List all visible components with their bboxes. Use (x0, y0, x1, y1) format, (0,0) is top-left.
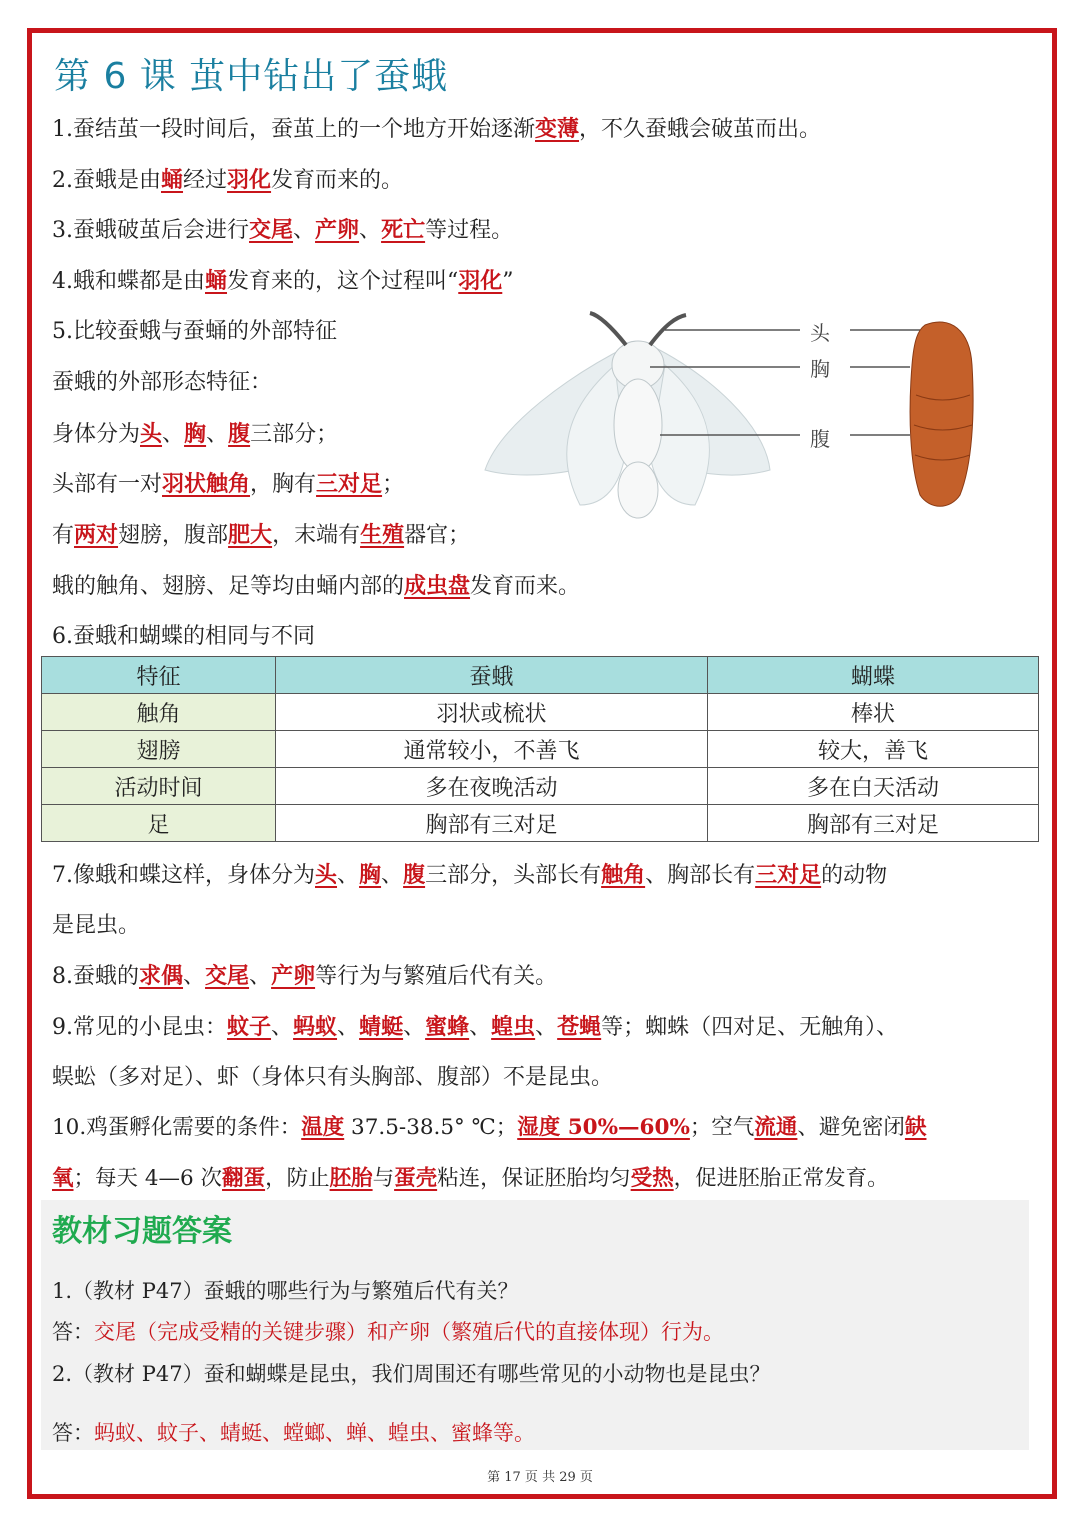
table-header: 蝴蝶 (708, 657, 1039, 694)
keyword: 蛹 (161, 167, 184, 193)
point-5-body: 身体分为头、胸、腹三部分； (52, 421, 339, 447)
comparison-table (41, 656, 1039, 842)
keyword: 求偶 (139, 963, 184, 989)
table-cell: 足 (42, 805, 276, 842)
keyword: 羽化 (458, 268, 503, 294)
keyword: 产卵 (271, 963, 316, 989)
label-abdomen: 腹 (810, 427, 830, 451)
label-chest: 胸 (810, 357, 830, 381)
keyword: 生殖 (360, 522, 405, 548)
keyword: 蜻蜓 (359, 1014, 404, 1040)
table-cell: 胸部有三对足 (276, 805, 708, 842)
keyword: 温度 (301, 1115, 345, 1140)
label-head: 头 (810, 321, 830, 345)
keyword: 氧 (52, 1166, 74, 1191)
table-row (42, 694, 1039, 731)
point-6: 6.蚕蛾和蝴蝶的相同与不同 (52, 624, 315, 649)
table-cell: 羽状或梳状 (276, 694, 708, 731)
keyword: 蝗虫 (491, 1014, 536, 1040)
table-cell: 较大，善飞 (708, 731, 1039, 768)
keyword: 湿度 50%—60% (517, 1115, 690, 1140)
point-9: 9.常见的小昆虫：蚊子、蚂蚁、蜻蜓、蜜蜂、蝗虫、苍蝇等；蜘蛛（四对足、无触角）、 (52, 1014, 899, 1040)
keyword: 触角 (601, 862, 646, 888)
point-2: 2.蚕蛾是由蛹经过羽化发育而来的。 (52, 167, 404, 193)
point-5-wings: 有两对翅膀，腹部肥大，末端有生殖器官； (52, 522, 471, 548)
point-10: 10.鸡蛋孵化需要的条件：温度 37.5-38.5° ℃；湿度 50%—60%；空气流通、避免密闭缺 (52, 1115, 927, 1140)
keyword: 蛋壳 (394, 1166, 438, 1191)
keyword: 缺 (904, 1115, 927, 1140)
keyword: 变薄 (535, 116, 580, 142)
silkmoth-illustration (480, 305, 1000, 525)
keyword: 三对足 (316, 471, 383, 497)
keyword: 头 (315, 862, 338, 888)
moth-pupa-diagram (480, 305, 1000, 525)
table-cell: 触角 (42, 694, 276, 731)
point-7: 7.像蛾和蝶这样，身体分为头、胸、腹三部分，头部长有触角、胸部长有三对足的动物 (52, 862, 888, 888)
point-5-heading: 蚕蛾的外部形态特征： (52, 370, 273, 395)
keyword: 蜜蜂 (425, 1014, 470, 1040)
table-row (42, 731, 1039, 768)
table-cell: 胸部有三对足 (708, 805, 1039, 842)
table-header-row (42, 657, 1039, 694)
keyword: 蚂蚁 (293, 1014, 338, 1040)
point-5-disc: 蛾的触角、翅膀、足等均由蛹内部的成虫盘发育而来。 (52, 573, 581, 599)
point-5: 5.比较蚕蛾与蚕蛹的外部特征 (52, 319, 337, 344)
keyword: 头 (140, 421, 163, 447)
table-header: 特征 (42, 657, 276, 694)
point-4: 4.蛾和蝶都是由蛹发育来的，这个过程叫“羽化” (52, 268, 514, 294)
keyword: 受热 (630, 1166, 674, 1191)
keyword: 成虫盘 (404, 573, 471, 599)
question-1: 1.（教材 P47）蚕蛾的哪些行为与繁殖后代有关？ (52, 1279, 519, 1303)
keyword: 两对 (74, 522, 119, 548)
page-title: 第 6 课 茧中钻出了蚕蛾 (54, 56, 449, 97)
table-cell: 活动时间 (42, 768, 276, 805)
keyword: 腹 (403, 862, 426, 888)
table-header: 蚕蛾 (276, 657, 708, 694)
keyword: 流通 (754, 1115, 798, 1140)
keyword: 苍蝇 (557, 1014, 602, 1040)
keyword: 翻蛋 (222, 1166, 266, 1191)
table-cell: 多在白天活动 (708, 768, 1039, 805)
keyword: 交尾 (205, 963, 250, 989)
keyword: 蛹 (205, 268, 228, 294)
answer-1: 答：交尾（完成受精的关键步骤）和产卵（繁殖后代的直接体现）行为。 (52, 1320, 724, 1344)
keyword: 死亡 (381, 217, 426, 243)
keyword: 三对足 (755, 862, 822, 888)
keyword: 肥大 (228, 522, 273, 548)
keyword: 蚊子 (227, 1014, 272, 1040)
keyword: 交尾 (249, 217, 294, 243)
point-9-cont: 蜈蚣（多对足）、虾（身体只有头胸部、腹部）不是昆虫。 (52, 1065, 614, 1090)
table-cell: 棒状 (708, 694, 1039, 731)
table-cell: 多在夜晚活动 (276, 768, 708, 805)
table-cell: 通常较小，不善飞 (276, 731, 708, 768)
keyword: 胚胎 (329, 1166, 373, 1191)
keyword: 腹 (228, 421, 251, 447)
keyword: 产卵 (315, 217, 360, 243)
answer-2: 答：蚂蚁、蚊子、蜻蜓、螳螂、蝉、蝗虫、蜜蜂等。 (52, 1421, 535, 1445)
keyword: 羽化 (227, 167, 272, 193)
table-row (42, 768, 1039, 805)
point-10-cont: 氧；每天 4—6 次翻蛋，防止胚胎与蛋壳粘连，保证胚胎均匀受热，促进胚胎正常发育。 (52, 1166, 889, 1191)
point-1: 1.蚕结茧一段时间后，蚕茧上的一个地方开始逐渐变薄，不久蚕蛾会破茧而出。 (52, 116, 822, 142)
answers-title: 教材习题答案 (52, 1214, 232, 1249)
point-3: 3.蚕蛾破茧后会进行交尾、产卵、死亡等过程。 (52, 217, 514, 243)
point-7-cont: 是昆虫。 (52, 913, 141, 938)
table-row (42, 805, 1039, 842)
keyword: 羽状触角 (162, 471, 251, 497)
question-2: 2.（教材 P47）蚕和蝴蝶是昆虫，我们周围还有哪些常见的小动物也是昆虫？ (52, 1362, 771, 1386)
page-number: 第 17 页 共 29 页 (487, 1470, 593, 1485)
point-8: 8.蚕蛾的求偶、交尾、产卵等行为与繁殖后代有关。 (52, 963, 558, 989)
point-5-head: 头部有一对羽状触角，胸有三对足； (52, 471, 405, 497)
keyword: 胸 (184, 421, 207, 447)
keyword: 胸 (359, 862, 382, 888)
table-cell: 翅膀 (42, 731, 276, 768)
